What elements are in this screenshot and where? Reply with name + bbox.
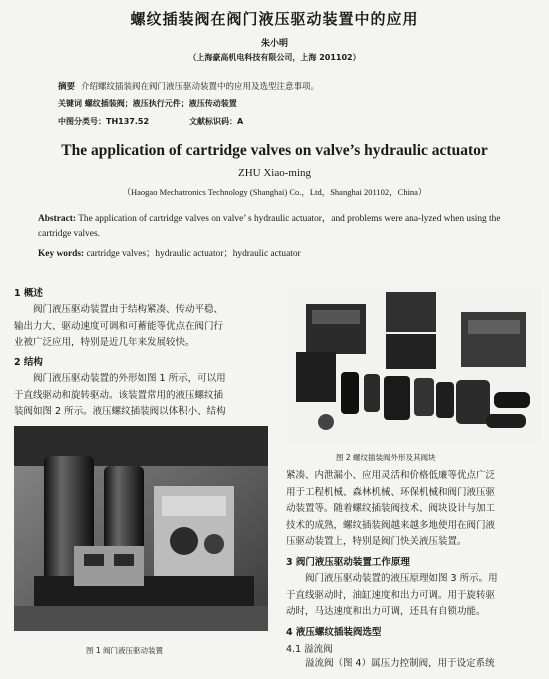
section-1-body <box>14 302 223 352</box>
english-abstract-text: The application of cartridge valves on valve’ s hydraulic actuator，and problems were ana-lyzed when using the cartridge valves. <box>38 214 501 239</box>
cartridge-valves-illustration <box>286 282 541 442</box>
english-abstract <box>38 212 516 242</box>
text-line: 于直线驱动和旋转驱动。该装置常用的液压螺纹插 <box>14 389 224 401</box>
text-line: 压驱动装置上，特别是阀门快关液压装置。 <box>286 536 467 548</box>
section-1-heading: 1 概述 <box>14 288 43 299</box>
classification-line <box>58 116 283 127</box>
figure-1-caption: 图 1 阀门液压驱动装置 <box>86 646 164 655</box>
chinese-abstract <box>58 80 319 92</box>
english-keywords <box>38 245 301 259</box>
english-affiliation: （Haogao Mechatronics Technology (Shanghai) Co.，Ltd，Shanghai 201102，China） <box>122 187 427 197</box>
section-2-heading: 2 结构 <box>14 357 43 368</box>
text-line: 装阀如图 2 所示。液压螺纹插装阀以体积小、结构 <box>14 406 226 418</box>
figure-1-photo <box>14 426 268 631</box>
english-abstract-label: Abstract: <box>38 214 77 224</box>
chinese-abstract-text: 介绍螺纹插装阀在阀门液压驱动装置中的应用及选型注意事项。 <box>81 82 320 92</box>
text-line: 输出力大、驱动速度可调和可蓄能等优点在阀门行 <box>14 320 224 332</box>
text-line: 动时，马达速度和出力可调，还具有自锁功能。 <box>286 606 486 618</box>
section-2-body <box>14 371 226 421</box>
text-line: 紧凑、内泄漏小、应用灵活和价格低廉等优点广泛 <box>286 470 496 481</box>
chinese-title: 螺纹插装阀在阀门液压驱动装置中的应用 <box>130 10 419 28</box>
section-4-1-body: 溢流阀（图 4）属压力控制阀，用于设定系统 <box>305 658 495 669</box>
text-line: 技术的成熟，螺纹插装阀越来越多地使用在阀门液 <box>286 519 496 531</box>
english-author: ZHU Xiao-ming <box>237 167 311 179</box>
text-line: 业被广泛应用，特别是近几年来发展较快。 <box>14 337 195 349</box>
chinese-keywords: 关键词 螺纹插装阀；液压执行元件；液压传动装置 <box>58 99 237 108</box>
figure-2-photo <box>286 282 541 442</box>
section-2-continued <box>286 468 495 551</box>
section-4-heading: 4 液压螺纹插装阀选型 <box>286 627 382 638</box>
section-3-body <box>286 571 498 621</box>
chinese-abstract-label: 摘要 <box>58 82 76 92</box>
text-line: 于直线驱动时，油缸速度和出力可调。用于旋转驱 <box>286 589 496 601</box>
text-line: 动装置等。随着螺纹插装阀技术、阀块设计与加工 <box>286 503 496 515</box>
text-line: 阀门液压驱动装置的外形如图 1 所示，可以用 <box>33 373 226 384</box>
english-keywords-text: cartridge valves；hydraulic actuator；hydraulic actuator <box>84 249 301 259</box>
english-keywords-label: Key words: <box>38 249 85 259</box>
document-code: 文献标识码：A <box>189 117 244 126</box>
hydraulic-actuator-illustration <box>14 426 268 631</box>
text-line: 阀门液压驱动装置的液压原理如图 3 所示。用 <box>305 573 498 584</box>
chinese-author: 朱小明 <box>260 39 288 49</box>
english-title: The application of cartridge valves on valve’s hydraulic actuator <box>61 142 488 159</box>
section-4-1-heading: 4.1 溢流阀 <box>286 644 333 655</box>
chinese-affiliation: （上海豪高机电科技有限公司，上海 201102） <box>188 53 361 62</box>
class-number: 中图分类号：TH137.52 <box>58 117 150 126</box>
figure-2-caption: 图 2 螺纹插装阀外形及其阀块 <box>336 453 436 462</box>
text-line: 阀门液压驱动装置由于结构紧凑、传动平稳、 <box>33 304 224 315</box>
section-3-heading: 3 阀门液压驱动装置工作原理 <box>286 557 410 568</box>
text-line: 用于工程机械、森林机械、环保机械和阀门液压驱 <box>286 486 496 498</box>
